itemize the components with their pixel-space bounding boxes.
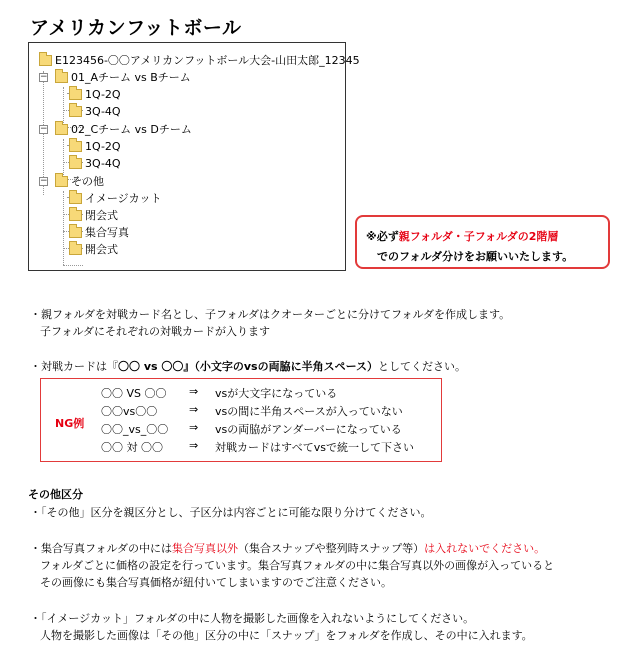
- tree-node-f3-sub1[interactable]: [69, 190, 162, 206]
- bullet-parent-folder: ・親フォルダを対戦カード名とし、子フォルダはクオーターごとに分けてフォルダを作成します。: [30, 308, 511, 321]
- ng-example: 〇〇 対 〇〇: [101, 441, 163, 454]
- folder-icon: [69, 141, 82, 152]
- tree-node-f2-sub2[interactable]: [69, 155, 121, 171]
- collapse-toggle-icon[interactable]: −: [40, 124, 48, 134]
- tree-node-label: 3Q-4Q: [85, 156, 121, 170]
- tree-node-folder1[interactable]: [55, 69, 191, 85]
- tree-node-label: 閉会式: [85, 209, 118, 222]
- tree-node-f3-sub2[interactable]: [69, 207, 118, 223]
- notice-box: [355, 215, 610, 269]
- folder-icon: [55, 176, 68, 187]
- folder-icon: [55, 124, 68, 135]
- tree-node-f1-sub2[interactable]: [69, 103, 121, 119]
- bullet-match-card-suffix: としてください。: [378, 360, 467, 373]
- tree-node-folder2[interactable]: [55, 121, 192, 137]
- tree-node-label: その他: [71, 175, 104, 188]
- arrow-icon: ⇒: [189, 439, 199, 452]
- ng-reason: 対戦カードはすべてvsで統一して下さい: [215, 441, 415, 454]
- ng-example: 〇〇 VS 〇〇: [101, 387, 167, 400]
- tree-node-label: 開会式: [85, 243, 118, 256]
- bullet-match-card-prefix: ・対戦カードは『: [30, 360, 118, 373]
- folder-icon: [69, 193, 82, 204]
- tree-node-f2-sub1[interactable]: [69, 138, 121, 154]
- arrow-icon: ⇒: [189, 421, 199, 434]
- bullet-group-photo: [30, 540, 545, 556]
- section-title-sonota: その他区分: [28, 488, 83, 501]
- folder-icon: [69, 106, 82, 117]
- folder-icon: [69, 227, 82, 238]
- bullet-image-cut: ・「イメージカット」フォルダの中に人物を撮影した画像を入れないようにしてください。: [30, 612, 475, 625]
- tree-node-label: イメージカット: [85, 192, 162, 205]
- tree-node-label: 1Q-2Q: [85, 87, 121, 101]
- ng-reason: vsの両脇がアンダーバーになっている: [215, 423, 402, 436]
- group-photo-red1: 集合写真以外: [172, 542, 239, 555]
- ng-examples-box: [40, 378, 442, 462]
- ng-label: NG例: [55, 417, 85, 430]
- tree-node-label: 02_Cチーム vs Dチーム: [71, 123, 192, 136]
- folder-icon: [69, 210, 82, 221]
- notice-line-1: [366, 228, 558, 244]
- tree-node-f1-sub1[interactable]: [69, 86, 121, 102]
- ng-example: 〇〇_vs_〇〇: [101, 423, 169, 436]
- notice-highlight: 親フォルダ・子フォルダの2階層: [398, 230, 559, 243]
- tree-node-label: 3Q-4Q: [85, 104, 121, 118]
- image-cut-line2: 人物を撮影した画像は「その他」区分の中に「スナップ」をフォルダを作成し、その中に入れます。: [40, 629, 533, 642]
- notice-line-2: でのフォルダ分けをお願いいたします。: [377, 250, 574, 263]
- collapse-toggle-icon[interactable]: −: [40, 72, 48, 82]
- bullet-parent-folder-line2: 子フォルダにそれぞれの対戦カードが入ります: [40, 325, 271, 338]
- group-photo-line2: フォルダごとに価格の設定を行っています。集合写真フォルダの中に集合写真以外の画像が入っていると: [40, 559, 555, 572]
- group-photo-prefix: ・集合写真フォルダの中には: [30, 542, 173, 555]
- page-title: アメリカンフットボール: [30, 17, 242, 39]
- group-photo-mid: （集合スナップや整列時スナップ等）: [238, 542, 425, 555]
- tree-node-root[interactable]: [39, 52, 360, 68]
- ng-reason: vsが大文字になっている: [215, 387, 338, 400]
- tree-node-f3-sub3[interactable]: [69, 224, 129, 240]
- collapse-toggle-icon[interactable]: −: [40, 176, 48, 186]
- tree-node-label: 1Q-2Q: [85, 139, 121, 153]
- folder-icon: [69, 89, 82, 100]
- folder-tree: [28, 42, 360, 271]
- arrow-icon: ⇒: [189, 403, 199, 416]
- arrow-icon: ⇒: [189, 385, 199, 398]
- tree-node-label: 01_Aチーム vs Bチーム: [71, 71, 191, 84]
- notice-prefix: ※必ず: [366, 230, 399, 243]
- bullet-sonota: ・「その他」区分を親区分とし、子区分は内容ごとに可能な限り分けてください。: [30, 506, 432, 519]
- folder-icon: [69, 244, 82, 255]
- folder-icon: [39, 55, 52, 66]
- group-photo-line3: その画像にも集合写真価格が紐付いてしまいますのでご注意ください。: [40, 576, 392, 589]
- group-photo-red2: は入れないでください。: [424, 542, 546, 555]
- ng-reason: vsの間に半角スペースが入っていない: [215, 405, 403, 418]
- folder-icon: [55, 72, 68, 83]
- tree-node-label: E123456-〇〇アメリカンフットボール大会-山田太郎_12345: [55, 54, 360, 67]
- bullet-match-card-emph: 〇〇 vs 〇〇』（小文字のvsの両脇に半角スペース）: [118, 360, 379, 373]
- tree-line: [63, 265, 83, 266]
- tree-line: [63, 191, 64, 265]
- tree-node-folder3[interactable]: [55, 173, 104, 189]
- folder-icon: [69, 158, 82, 169]
- tree-node-f3-sub4[interactable]: [69, 241, 118, 257]
- tree-node-label: 集合写真: [85, 226, 129, 239]
- ng-example: 〇〇vs〇〇: [101, 405, 158, 418]
- bullet-match-card: [30, 358, 466, 374]
